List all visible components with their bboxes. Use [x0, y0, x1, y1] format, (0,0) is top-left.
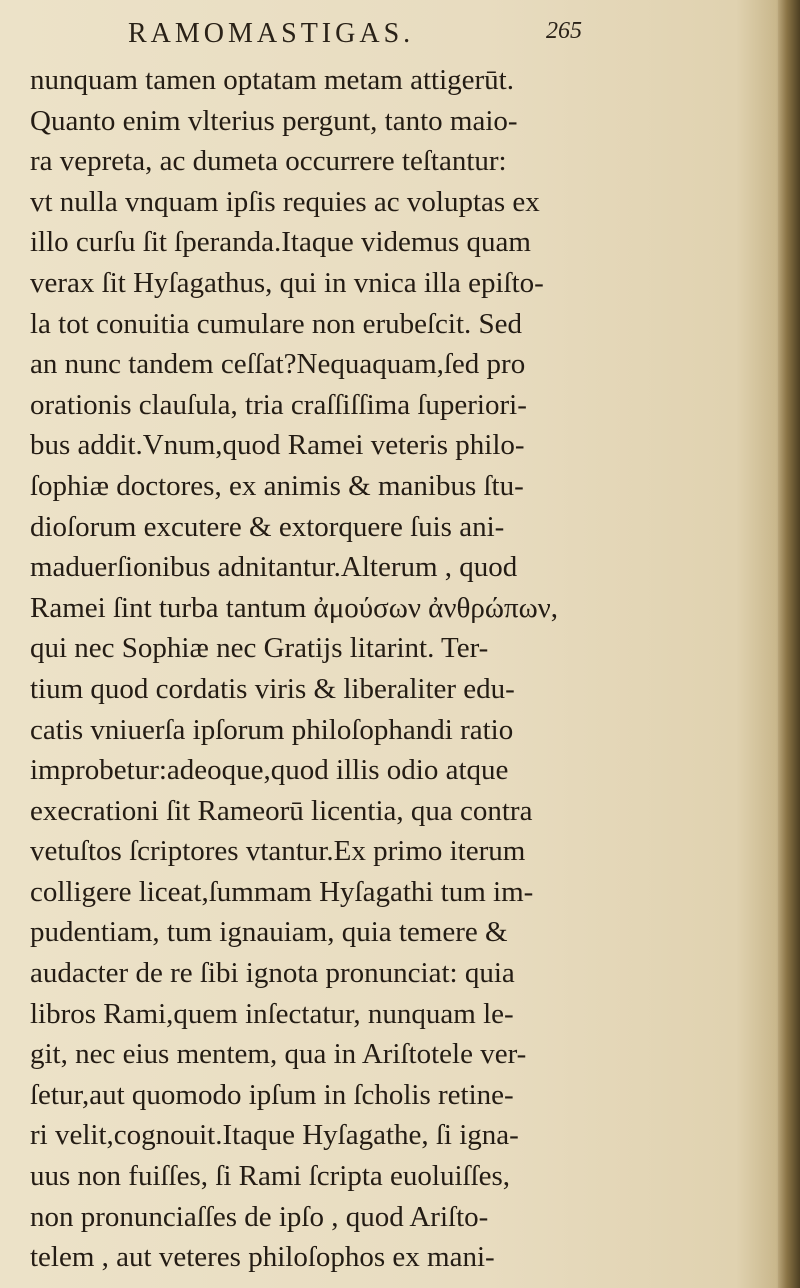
- text-line: Quanto enim vlterius pergunt, tanto maio-: [30, 104, 518, 137]
- body-text: [30, 60, 630, 1278]
- text-line: dioſorum excutere & extorquere ſuis ani-: [30, 510, 505, 543]
- text-line: ri velit,cognouit.Itaque Hyſagathe, ſi igna-: [30, 1119, 519, 1152]
- text-line: qui nec Sophiæ nec Gratijs litarint. Ter-: [30, 632, 489, 665]
- text-line: bus addit.Vnum,quod Ramei veteris philo-: [30, 429, 525, 462]
- running-head: RAMOMASTIGAS.: [128, 18, 415, 49]
- page-number: 265: [546, 18, 582, 44]
- text-line: uus non fuiſſes, ſi Rami ſcripta euoluiſſes,: [30, 1160, 511, 1193]
- text-line: Ramei ſint turba tantum ἀμούσων ἀνθρώπων,: [30, 591, 559, 624]
- text-line: maduerſionibus adnitantur.Alterum , quod: [30, 551, 518, 584]
- text-line: tium quod cordatis viris & liberaliter edu-: [30, 672, 515, 705]
- text-line: ra vepreta, ac dumeta occurrere teſtantur:: [30, 145, 507, 178]
- text-line: colligere liceat,ſummam Hyſagathi tum im-: [30, 875, 534, 908]
- text-line: libros Rami,quem inſectatur, nunquam le-: [30, 997, 514, 1030]
- binding-gutter: [778, 0, 800, 1288]
- text-line: illo curſu ſit ſperanda.Itaque videmus quam: [30, 226, 531, 259]
- text-line: audacter de re ſibi ignota pronunciat: quia: [30, 957, 515, 990]
- text-line: non pronunciaſſes de ipſo , quod Ariſto-: [30, 1200, 489, 1233]
- text-line: git, nec eius mentem, qua in Ariſtotele ver-: [30, 1038, 527, 1071]
- text-line: verax ſit Hyſagathus, qui in vnica illa epiſto-: [30, 266, 544, 299]
- text-line: ſophiæ doctores, ex animis & manibus ſtu-: [30, 469, 524, 502]
- text-line: pudentiam, tum ignauiam, quia temere &: [30, 916, 508, 949]
- text-line: vetuſtos ſcriptores vtantur.Ex primo iterum: [30, 835, 526, 868]
- text-line: improbetur:adeoque,quod illis odio atque: [30, 754, 509, 787]
- text-line: la tot conuitia cumulare non erubeſcit. Sed: [30, 307, 523, 340]
- page-header: [128, 18, 728, 58]
- text-line: telem , aut veteres philoſophos ex mani-: [30, 1241, 495, 1274]
- text-line: catis vniuerſa ipſorum philoſophandi ratio: [30, 713, 514, 746]
- text-line: ſetur,aut quomodo ipſum in ſcholis retine-: [30, 1078, 514, 1111]
- text-line: execrationi ſit Rameorū licentia, qua contra: [30, 794, 533, 827]
- text-line: nunquam tamen optatam metam attigerūt.: [30, 64, 514, 96]
- text-line: vt nulla vnquam ipſis requies ac voluptas ex: [30, 185, 540, 218]
- text-line: orationis clauſula, tria craſſiſſima ſuperiori-: [30, 388, 527, 421]
- text-line: an nunc tandem ceſſat?Nequaquam,ſed pro: [30, 348, 526, 381]
